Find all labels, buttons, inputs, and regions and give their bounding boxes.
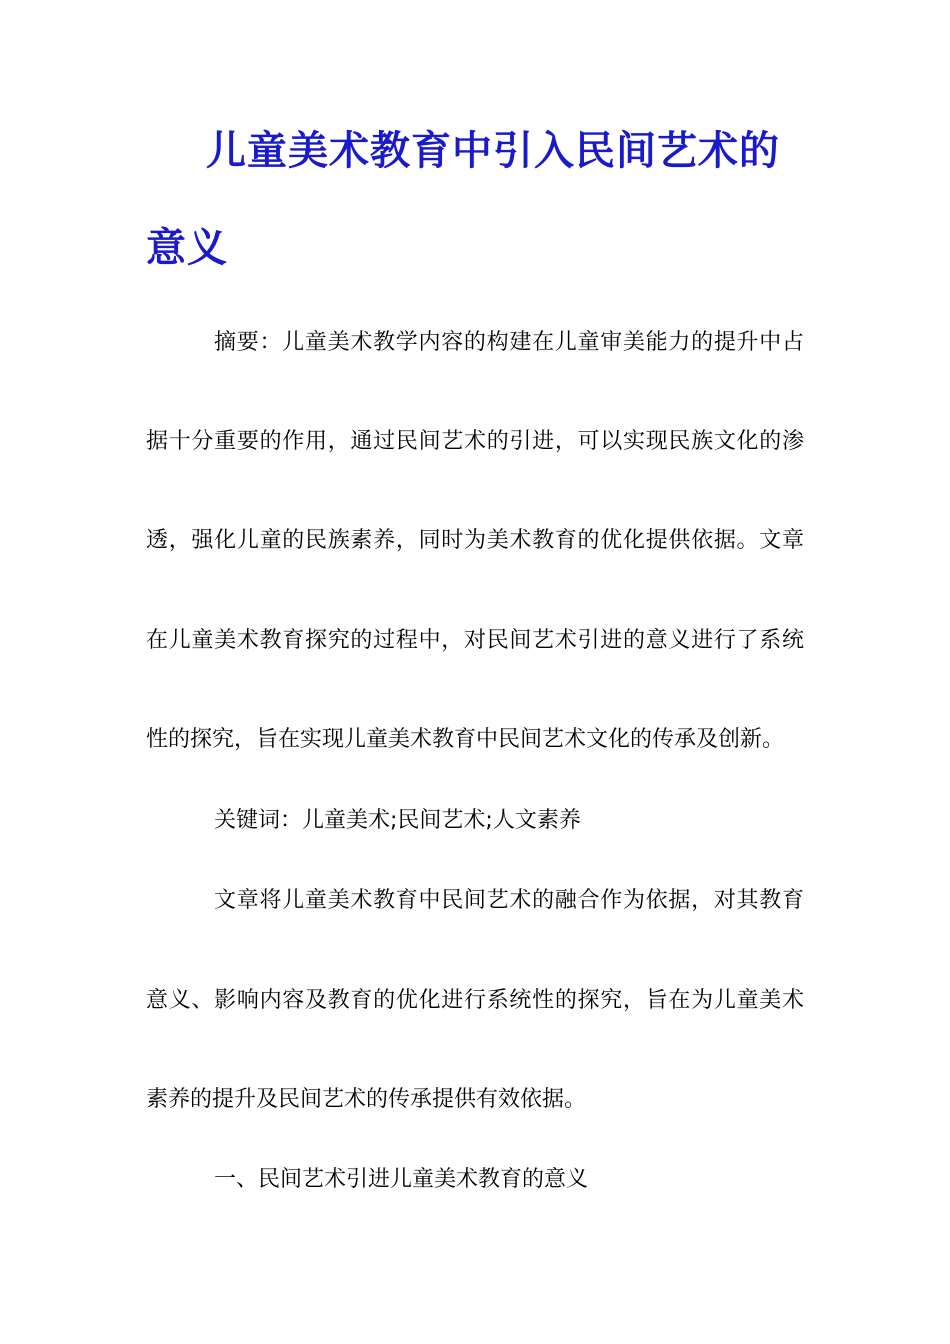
keywords-line: 关键词：儿童美术;民间艺术;人文素养 bbox=[214, 808, 581, 833]
abstract-line-2: 据十分重要的作用，通过民间艺术的引进，可以实现民族文化的渗 bbox=[146, 429, 804, 454]
intro-line-3: 素养的提升及民间艺术的传承提供有效依据。 bbox=[146, 1087, 587, 1112]
section-heading: 一、民间艺术引进儿童美术教育的意义 bbox=[214, 1167, 589, 1192]
abstract-line-1: 摘要：儿童美术教学内容的构建在儿童审美能力的提升中占 bbox=[214, 330, 804, 355]
intro-line-1: 文章将儿童美术教育中民间艺术的融合作为依据，对其教育 bbox=[214, 888, 804, 913]
document-title-line-2: 意义 bbox=[146, 224, 228, 271]
abstract-line-3: 透，强化儿童的民族素养，同时为美术教育的优化提供依据。文章 bbox=[146, 528, 804, 553]
document-title-line-1: 儿童美术教育中引入民间艺术的 bbox=[206, 127, 780, 174]
abstract-line-4: 在儿童美术教育探究的过程中，对民间艺术引进的意义进行了系统 bbox=[146, 628, 804, 653]
intro-line-2: 意义、影响内容及教育的优化进行系统性的探究，旨在为儿童美术 bbox=[146, 988, 804, 1013]
abstract-line-5: 性的探究，旨在实现儿童美术教育中民间艺术文化的传承及创新。 bbox=[146, 727, 785, 752]
